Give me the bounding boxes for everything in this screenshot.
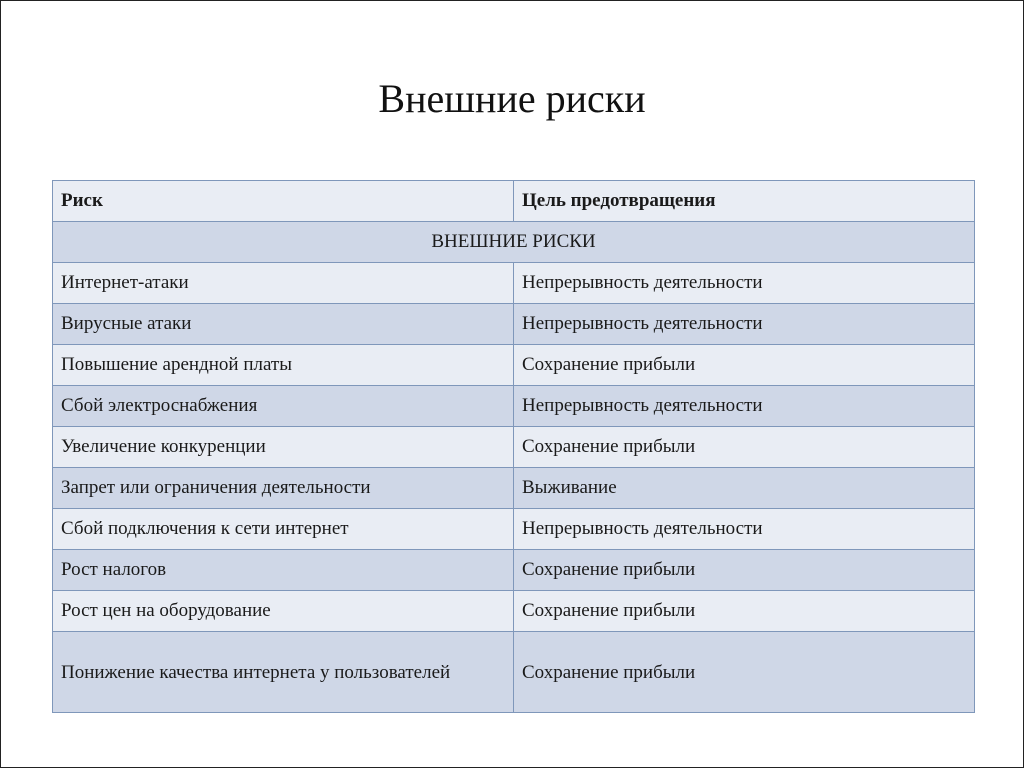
table-row xyxy=(53,263,975,304)
risk-cell: Сбой электроснабжения xyxy=(53,386,514,427)
goal-cell: Сохранение прибыли xyxy=(514,591,975,632)
table-row xyxy=(53,632,975,713)
goal-cell: Сохранение прибыли xyxy=(514,550,975,591)
goal-cell: Непрерывность деятельности xyxy=(514,263,975,304)
table-row xyxy=(53,550,975,591)
goal-cell: Непрерывность деятельности xyxy=(514,304,975,345)
table-row xyxy=(53,591,975,632)
risk-cell: Понижение качества интернета у пользователей xyxy=(53,632,514,713)
goal-cell: Выживание xyxy=(514,468,975,509)
section-label: ВНЕШНИЕ РИСКИ xyxy=(53,222,975,263)
risk-cell: Вирусные атаки xyxy=(53,304,514,345)
risk-cell: Запрет или ограничения деятельности xyxy=(53,468,514,509)
goal-cell: Сохранение прибыли xyxy=(514,345,975,386)
goal-cell: Сохранение прибыли xyxy=(514,427,975,468)
risk-table xyxy=(52,180,975,713)
goal-cell: Сохранение прибыли xyxy=(514,632,975,713)
table-row xyxy=(53,468,975,509)
risk-cell: Интернет-атаки xyxy=(53,263,514,304)
risk-cell: Повышение арендной платы xyxy=(53,345,514,386)
table-row xyxy=(53,345,975,386)
goal-cell: Непрерывность деятельности xyxy=(514,509,975,550)
table-row xyxy=(53,509,975,550)
goal-cell: Непрерывность деятельности xyxy=(514,386,975,427)
risk-cell: Увеличение конкуренции xyxy=(53,427,514,468)
header-risk: Риск xyxy=(53,181,514,222)
table-row xyxy=(53,304,975,345)
table-row xyxy=(53,386,975,427)
section-row xyxy=(53,222,975,263)
risk-cell: Сбой подключения к сети интернет xyxy=(53,509,514,550)
risk-cell: Рост налогов xyxy=(53,550,514,591)
table-row xyxy=(53,427,975,468)
risk-cell: Рост цен на оборудование xyxy=(53,591,514,632)
header-prevention-goal: Цель предотвращения xyxy=(514,181,975,222)
slide-title: Внешние риски xyxy=(378,76,646,121)
table-header-row xyxy=(53,181,975,222)
